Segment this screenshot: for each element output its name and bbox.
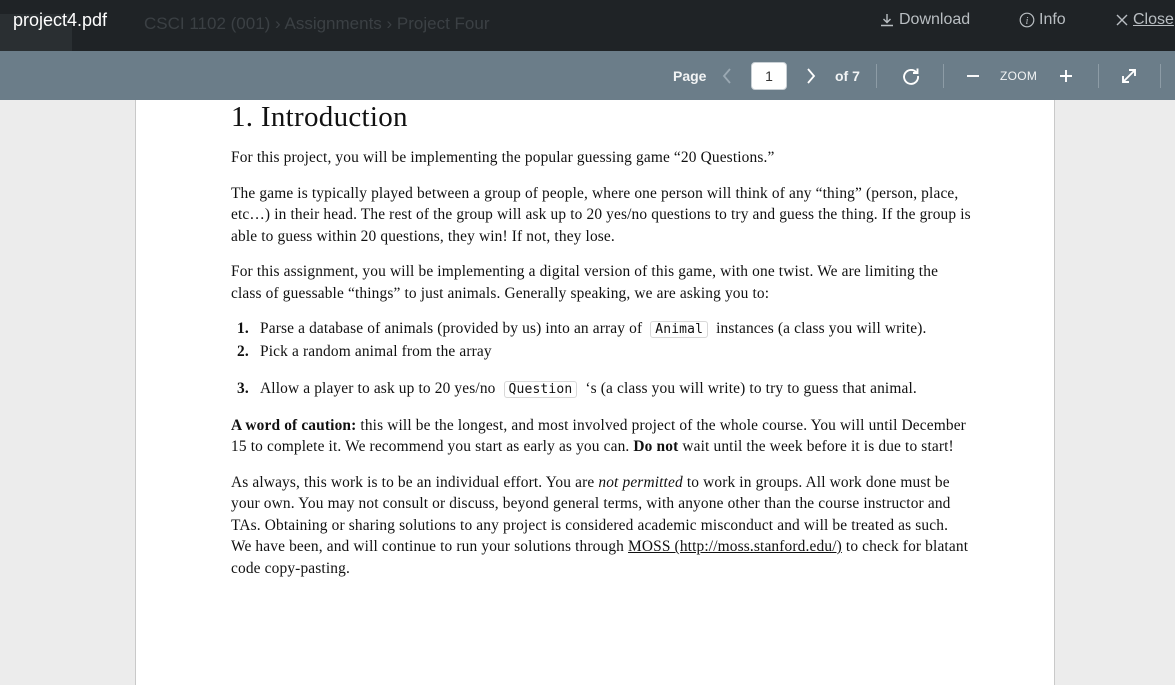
task-list (231, 318, 971, 401)
inline-code: Question (504, 381, 578, 398)
expand-icon (1120, 67, 1138, 85)
page-label: Page (673, 67, 707, 84)
info-button[interactable] (1019, 11, 1066, 29)
close-button[interactable] (1115, 11, 1174, 29)
info-icon (1019, 12, 1035, 28)
toolbar-divider (1098, 64, 1099, 88)
integrity-text-mid: to work in groups. All work done must be your own. You may not consult or discuss, beyond general terms, with anyone other than the course instructor and TAs. Obtaining or sharing solutions to any project is considered academic misconduct and will be treated as such. We have been, and will continue to run your solutions through (231, 473, 951, 555)
zoom-out-button[interactable] (963, 51, 983, 100)
download-button[interactable] (879, 11, 970, 29)
list-text: Allow a player to ask up to 20 yes/no (260, 380, 496, 397)
page-count-label: of 7 (835, 67, 860, 84)
download-label: Download (899, 11, 971, 28)
list-text: Parse a database of animals (provided by us) into an array of (260, 320, 643, 337)
toolbar-divider (876, 64, 877, 88)
previous-page-button[interactable] (718, 51, 736, 100)
moss-link[interactable]: MOSS (http://moss.stanford.edu/) (628, 538, 842, 555)
caution-paragraph (231, 415, 971, 458)
close-icon (1115, 13, 1129, 27)
list-text: instances (a class you will write). (716, 320, 927, 337)
integrity-emphasis: not permitted (598, 473, 683, 491)
integrity-text-end: to check for blatant code copy-pasting. (231, 538, 969, 577)
page-number-input[interactable] (751, 62, 787, 90)
caution-text-end: wait until the week before it is due to start! (682, 438, 954, 455)
integrity-paragraph (231, 472, 971, 580)
toolbar-divider (1160, 64, 1161, 88)
close-label: Close (1133, 11, 1174, 28)
list-number: 1. (237, 320, 249, 337)
rotate-button[interactable] (899, 51, 923, 100)
caution-lead: A word of caution: (231, 416, 357, 434)
zoom-in-button[interactable] (1056, 51, 1076, 100)
integrity-text: As always, this work is to be an individual effort. You are (231, 473, 595, 491)
minus-icon (965, 68, 981, 84)
info-label: Info (1039, 11, 1066, 28)
toolbar-divider (943, 64, 944, 88)
assignment-paragraph: For this assignment, you will be implementing a digital version of this game, with one twist. We are limiting the class of guessable “things” to just animals. Generally speaking, we are asking you to: (231, 263, 939, 302)
pdf-toolbar (0, 51, 1175, 100)
viewer-title-bar (0, 0, 1175, 51)
download-icon (879, 12, 895, 28)
inline-code: Animal (650, 321, 708, 338)
fullscreen-button[interactable] (1118, 51, 1140, 100)
page-content (231, 100, 971, 579)
list-text: ‘s (a class you will write) to try to guess that animal. (585, 380, 917, 397)
list-number: 2. (237, 342, 249, 360)
caution-text: this will be the longest, and most involved project of the whole course. You will until December 15 to complete it. We recommend you start as early as you can. (231, 416, 966, 455)
chevron-left-icon (721, 67, 733, 85)
next-page-button[interactable] (802, 51, 820, 100)
chevron-right-icon (805, 67, 817, 85)
section-heading: 1. Introduction (231, 101, 408, 133)
rotate-icon (901, 66, 921, 86)
list-item (231, 341, 971, 363)
caution-emphasis: Do not (633, 438, 679, 455)
game-description-paragraph: The game is typically played between a group of people, where one person will think of any “thing” (person, place, etc…) in their head. The rest of the group will ask up to 20 yes/no questions to try and guess the thing. If the group is able to guess within 20 questions, they win! If not, they lose. (231, 184, 971, 245)
zoom-label: ZOOM (1000, 68, 1038, 83)
svg-text:i: i (1025, 16, 1029, 27)
background-breadcrumb: CSCI 1102 (001) › Assignments › Project Four (144, 14, 490, 33)
list-item (231, 318, 971, 341)
list-text: Pick a random animal from the array (260, 342, 492, 360)
list-item (231, 378, 971, 401)
pdf-page (135, 100, 1055, 685)
intro-paragraph: For this project, you will be implementing the popular guessing game “20 Questions.” (231, 149, 775, 166)
list-number: 3. (237, 380, 249, 397)
plus-icon (1058, 68, 1074, 84)
document-title: project4.pdf (13, 10, 108, 30)
